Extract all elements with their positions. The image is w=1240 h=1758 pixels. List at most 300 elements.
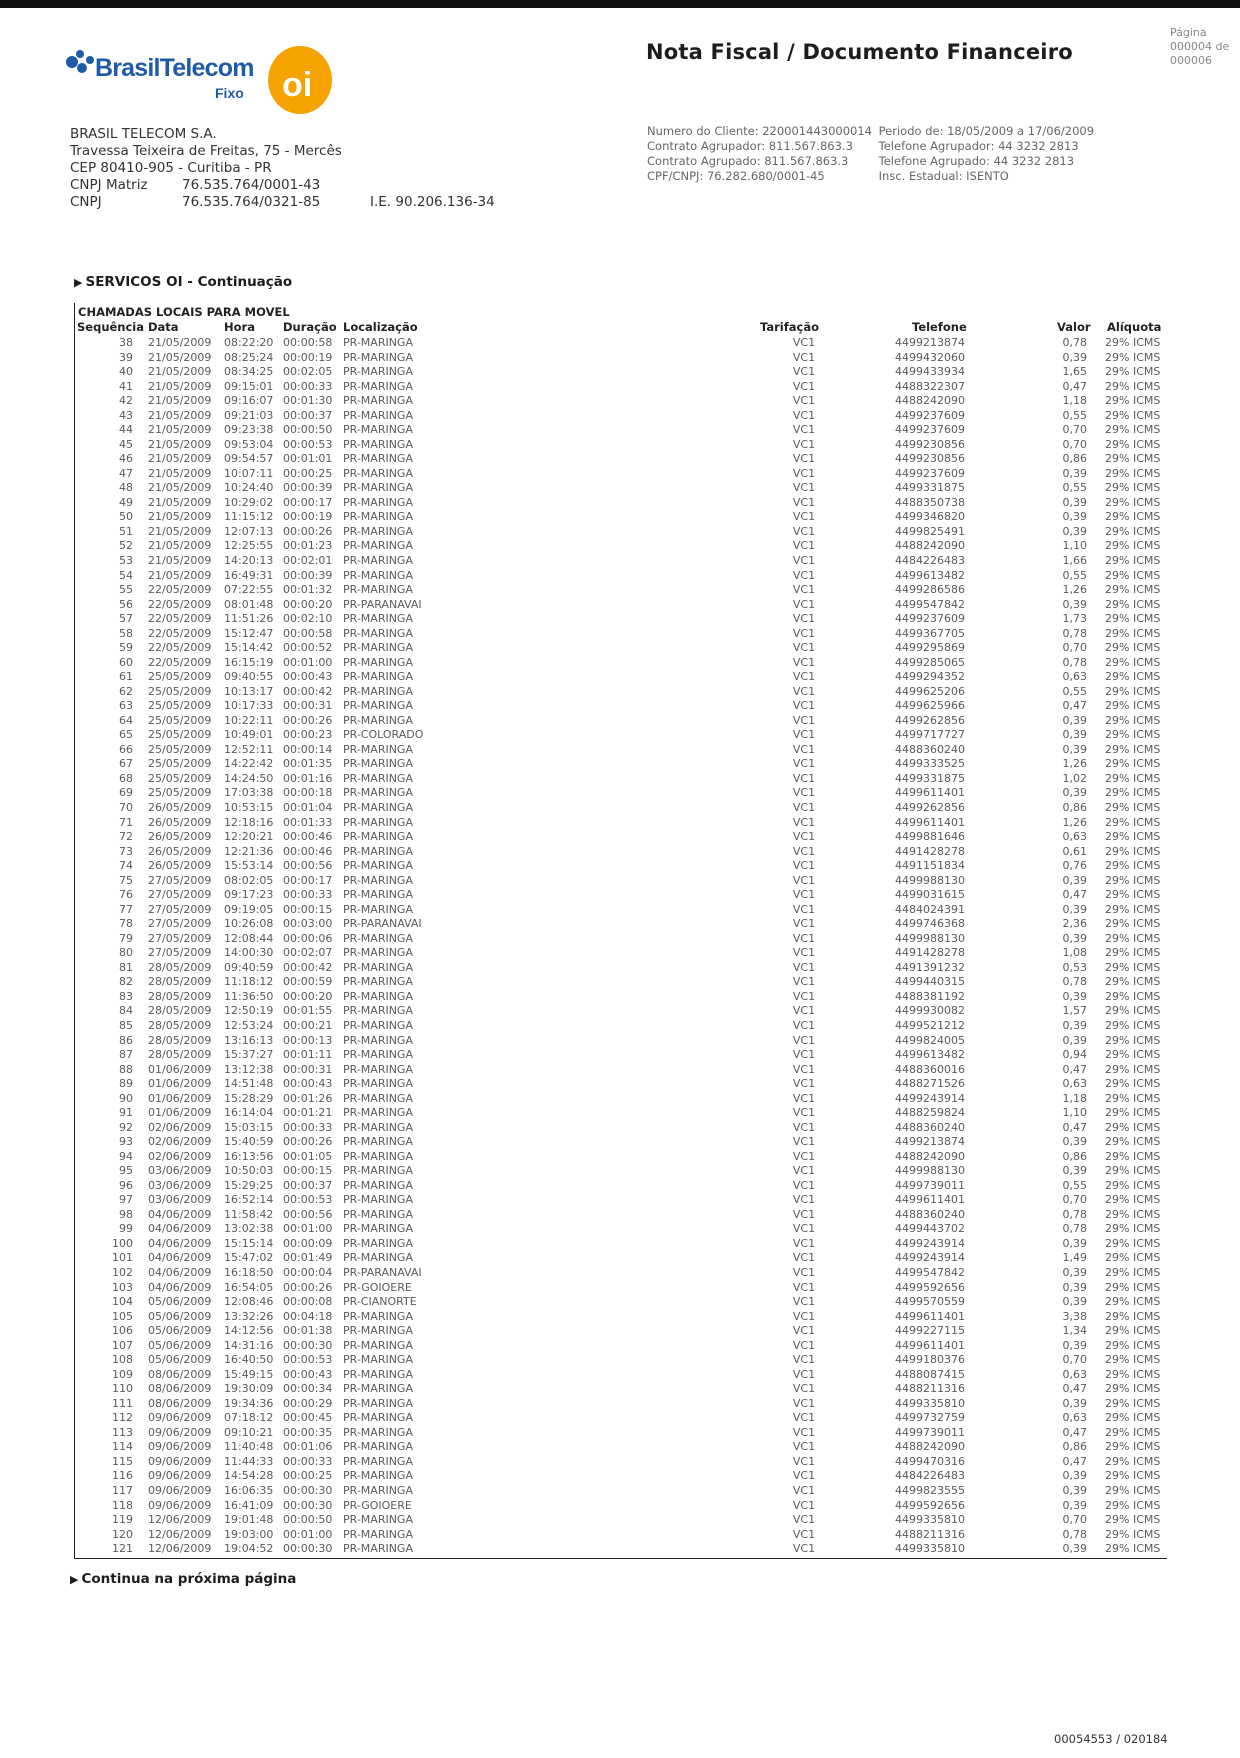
cell-valor: 0,63 xyxy=(1062,1411,1087,1425)
table-row xyxy=(0,496,1240,511)
cell-aliquota: 29% ICMS xyxy=(1105,452,1161,466)
continue-note-text: Continua na próxima página xyxy=(81,1571,297,1587)
cell-duracao: 00:00:43 xyxy=(283,1367,333,1381)
cell-hora: 10:24:40 xyxy=(224,481,274,495)
cell-date: 09/06/2009 xyxy=(148,1469,212,1483)
table-row xyxy=(0,351,1240,366)
cell-aliquota: 29% ICMS xyxy=(1105,612,1161,626)
table-row xyxy=(0,845,1240,860)
cell-date: 22/05/2009 xyxy=(148,597,212,611)
cell-hora: 12:08:44 xyxy=(224,931,274,945)
cell-localizacao: PR-MARINGA xyxy=(343,902,413,916)
brand-sub: Fixo xyxy=(215,85,244,101)
cell-valor: 0,39 xyxy=(1062,1033,1087,1047)
table-row xyxy=(0,975,1240,990)
cell-seq: 110 xyxy=(112,1382,133,1396)
cell-duracao: 00:00:21 xyxy=(283,1018,333,1032)
table-row xyxy=(0,365,1240,380)
cell-hora: 13:16:13 xyxy=(224,1033,274,1047)
table-header xyxy=(0,320,1240,335)
cell-date: 28/05/2009 xyxy=(148,989,212,1003)
table-row xyxy=(0,656,1240,671)
table-row xyxy=(0,452,1240,467)
cell-tarifacao: VC1 xyxy=(792,1207,816,1221)
cell-date: 09/06/2009 xyxy=(148,1425,212,1439)
cell-date: 04/06/2009 xyxy=(148,1280,212,1294)
cell-hora: 12:07:13 xyxy=(224,524,274,538)
cell-localizacao: PR-MARINGA xyxy=(343,1164,413,1178)
oi-logo-text: oi xyxy=(282,66,313,104)
cell-date: 01/06/2009 xyxy=(148,1077,212,1091)
table-row xyxy=(0,1193,1240,1208)
cell-seq: 116 xyxy=(112,1469,133,1483)
cell-duracao: 00:00:30 xyxy=(283,1338,333,1352)
cell-aliquota: 29% ICMS xyxy=(1105,1483,1161,1497)
table-row xyxy=(0,467,1240,482)
cell-localizacao: PR-MARINGA xyxy=(343,1178,413,1192)
cell-tarifacao: VC1 xyxy=(792,1280,816,1294)
cell-valor: 0,70 xyxy=(1062,1513,1087,1527)
cell-tarifacao: VC1 xyxy=(792,597,816,611)
table-row xyxy=(0,772,1240,787)
cell-localizacao: PR-MARINGA xyxy=(343,684,413,698)
table-row xyxy=(0,714,1240,729)
cell-date: 12/06/2009 xyxy=(148,1527,212,1541)
table-row xyxy=(0,554,1240,569)
cell-localizacao: PR-MARINGA xyxy=(343,626,413,640)
cell-aliquota: 29% ICMS xyxy=(1105,1425,1161,1439)
table-row xyxy=(0,1455,1240,1470)
cell-duracao: 00:01:04 xyxy=(283,801,333,814)
cell-seq: 105 xyxy=(112,1309,133,1323)
cell-localizacao: PR-MARINGA xyxy=(343,1004,413,1018)
cell-aliquota: 29% ICMS xyxy=(1105,1193,1161,1207)
cell-seq: 99 xyxy=(119,1222,133,1236)
cell-valor: 0,47 xyxy=(1062,1120,1087,1134)
cell-aliquota: 29% ICMS xyxy=(1105,481,1161,495)
cell-tarifacao: VC1 xyxy=(792,757,816,771)
cell-aliquota: 29% ICMS xyxy=(1105,524,1161,538)
cell-seq: 77 xyxy=(119,902,133,916)
cell-duracao: 00:00:26 xyxy=(283,524,333,538)
table-row xyxy=(0,1484,1240,1499)
cell-telefone: 4484226483 xyxy=(895,553,965,567)
cell-localizacao: PR-MARINGA xyxy=(343,742,413,756)
table-row xyxy=(0,990,1240,1005)
cell-localizacao: PR-MARINGA xyxy=(343,394,413,408)
col-header-aliquota: Alíquota xyxy=(1107,320,1162,334)
cell-tarifacao: VC1 xyxy=(792,408,816,422)
table-row xyxy=(0,481,1240,496)
cell-tarifacao: VC1 xyxy=(792,1295,816,1309)
cell-telefone: 4499611401 xyxy=(895,815,965,829)
cell-valor: 0,39 xyxy=(1062,350,1087,364)
table-row xyxy=(0,1077,1240,1092)
cell-seq: 117 xyxy=(112,1483,133,1497)
cell-seq: 72 xyxy=(119,830,133,844)
cell-duracao: 00:00:20 xyxy=(283,989,333,1003)
cell-date: 21/05/2009 xyxy=(148,365,212,379)
cell-date: 26/05/2009 xyxy=(148,801,212,814)
cell-seq: 97 xyxy=(119,1193,133,1207)
cell-aliquota: 29% ICMS xyxy=(1105,1382,1161,1396)
cell-localizacao: PR-MARINGA xyxy=(343,1091,413,1105)
cell-date: 22/05/2009 xyxy=(148,583,212,597)
cell-aliquota: 29% ICMS xyxy=(1105,1135,1161,1149)
cell-aliquota: 29% ICMS xyxy=(1105,713,1161,727)
cell-valor: 0,39 xyxy=(1062,1280,1087,1294)
cell-valor: 1,57 xyxy=(1062,1004,1087,1018)
cell-valor: 0,78 xyxy=(1062,1527,1087,1541)
cell-hora: 11:51:26 xyxy=(224,612,274,626)
cell-aliquota: 29% ICMS xyxy=(1105,1149,1161,1163)
cell-telefone: 4499547842 xyxy=(895,1266,965,1279)
cell-aliquota: 29% ICMS xyxy=(1105,423,1161,437)
cell-localizacao: PR-MARINGA xyxy=(343,830,413,844)
cell-localizacao: PR-MARINGA xyxy=(343,1454,413,1468)
cell-localizacao: PR-MARINGA xyxy=(343,1236,413,1250)
cell-valor: 0,86 xyxy=(1062,1149,1087,1163)
cell-seq: 63 xyxy=(119,699,133,713)
cell-localizacao: PR-MARINGA xyxy=(343,495,413,509)
table-row xyxy=(0,539,1240,554)
cell-hora: 15:29:25 xyxy=(224,1178,274,1192)
col-header-valor: Valor xyxy=(1057,320,1091,334)
continue-note xyxy=(70,1571,296,1587)
cell-valor: 0,70 xyxy=(1062,1353,1087,1367)
cell-localizacao: PR-MARINGA xyxy=(343,1048,413,1062)
cell-date: 09/06/2009 xyxy=(148,1411,212,1425)
cell-tarifacao: VC1 xyxy=(792,553,816,567)
cell-duracao: 00:00:25 xyxy=(283,466,333,480)
cell-date: 22/05/2009 xyxy=(148,612,212,626)
document-title: Nota Fiscal / Documento Financeiro xyxy=(646,40,1073,64)
cell-aliquota: 29% ICMS xyxy=(1105,1018,1161,1032)
cell-valor: 0,39 xyxy=(1062,742,1087,756)
cnpj-block xyxy=(70,177,342,211)
cell-localizacao: PR-MARINGA xyxy=(343,553,413,567)
cell-aliquota: 29% ICMS xyxy=(1105,699,1161,713)
table-row xyxy=(0,670,1240,685)
table-row xyxy=(0,394,1240,409)
table-row xyxy=(0,932,1240,947)
cell-hora: 11:18:12 xyxy=(224,975,274,989)
cell-duracao: 00:00:08 xyxy=(283,1295,333,1309)
cell-localizacao: PR-MARINGA xyxy=(343,583,413,597)
cell-valor: 1,08 xyxy=(1062,946,1087,960)
cell-aliquota: 29% ICMS xyxy=(1105,931,1161,945)
cell-localizacao: PR-MARINGA xyxy=(343,350,413,364)
table-row xyxy=(0,961,1240,976)
cell-date: 26/05/2009 xyxy=(148,844,212,858)
cell-telefone: 4499180376 xyxy=(895,1353,965,1367)
cell-hora: 14:22:42 xyxy=(224,757,274,771)
cell-seq: 38 xyxy=(119,336,133,349)
cell-seq: 46 xyxy=(119,452,133,466)
cell-localizacao: PR-GOIOERE xyxy=(343,1498,412,1512)
cell-tarifacao: VC1 xyxy=(792,539,816,553)
cell-valor: 0,55 xyxy=(1062,1178,1087,1192)
cell-seq: 84 xyxy=(119,1004,133,1018)
cell-date: 21/05/2009 xyxy=(148,437,212,451)
table-row xyxy=(0,1004,1240,1019)
cell-date: 02/06/2009 xyxy=(148,1135,212,1149)
cell-date: 04/06/2009 xyxy=(148,1236,212,1250)
cell-localizacao: PR-MARINGA xyxy=(343,699,413,713)
cell-seq: 86 xyxy=(119,1033,133,1047)
cell-seq: 90 xyxy=(119,1091,133,1105)
cell-hora: 09:53:04 xyxy=(224,437,274,451)
table-row xyxy=(0,1237,1240,1252)
cell-tarifacao: VC1 xyxy=(792,612,816,626)
cell-telefone: 4499031615 xyxy=(895,888,965,902)
cell-tarifacao: VC1 xyxy=(792,844,816,858)
cell-telefone: 4491428278 xyxy=(895,844,965,858)
cell-telefone: 4488322307 xyxy=(895,379,965,393)
cell-aliquota: 29% ICMS xyxy=(1105,1338,1161,1352)
cell-localizacao: PR-MARINGA xyxy=(343,975,413,989)
cell-telefone: 4488242090 xyxy=(895,394,965,408)
cell-duracao: 00:00:42 xyxy=(283,960,333,974)
cell-tarifacao: VC1 xyxy=(792,859,816,873)
cell-seq: 103 xyxy=(112,1280,133,1294)
cell-hora: 19:04:52 xyxy=(224,1542,274,1556)
cell-telefone: 4499237609 xyxy=(895,466,965,480)
cell-duracao: 00:00:33 xyxy=(283,379,333,393)
cell-telefone: 4499286586 xyxy=(895,583,965,597)
cell-seq: 75 xyxy=(119,873,133,887)
cell-duracao: 00:00:56 xyxy=(283,859,333,873)
cell-duracao: 00:01:00 xyxy=(283,1527,333,1541)
cell-valor: 0,39 xyxy=(1062,989,1087,1003)
cell-tarifacao: VC1 xyxy=(792,830,816,844)
cell-duracao: 00:00:59 xyxy=(283,975,333,989)
table-row xyxy=(0,598,1240,613)
cell-aliquota: 29% ICMS xyxy=(1105,408,1161,422)
cell-seq: 59 xyxy=(119,641,133,655)
cell-hora: 11:36:50 xyxy=(224,989,274,1003)
table-row xyxy=(0,1208,1240,1223)
cell-valor: 0,39 xyxy=(1062,1338,1087,1352)
cell-duracao: 00:00:33 xyxy=(283,888,333,902)
cell-telefone: 4488360240 xyxy=(895,1207,965,1221)
table-row xyxy=(0,830,1240,845)
cell-date: 25/05/2009 xyxy=(148,713,212,727)
cell-tarifacao: VC1 xyxy=(792,583,816,597)
cell-hora: 10:49:01 xyxy=(224,728,274,742)
cell-tarifacao: VC1 xyxy=(792,1309,816,1323)
cell-duracao: 00:01:16 xyxy=(283,771,333,785)
cell-seq: 113 xyxy=(112,1425,133,1439)
table-row xyxy=(0,1266,1240,1281)
cell-tarifacao: VC1 xyxy=(792,423,816,437)
cell-aliquota: 29% ICMS xyxy=(1105,1396,1161,1410)
cell-hora: 15:12:47 xyxy=(224,626,274,640)
cell-valor: 0,78 xyxy=(1062,1207,1087,1221)
cell-localizacao: PR-CIANORTE xyxy=(343,1295,417,1309)
cell-tarifacao: VC1 xyxy=(792,510,816,524)
document-number: 00054553 / 020184 xyxy=(1054,1732,1168,1746)
cell-seq: 49 xyxy=(119,495,133,509)
cell-date: 21/05/2009 xyxy=(148,466,212,480)
table-row xyxy=(0,641,1240,656)
cell-aliquota: 29% ICMS xyxy=(1105,684,1161,698)
cell-valor: 0,63 xyxy=(1062,670,1087,684)
cell-date: 25/05/2009 xyxy=(148,742,212,756)
cell-seq: 91 xyxy=(119,1106,133,1120)
cell-aliquota: 29% ICMS xyxy=(1105,830,1161,844)
cell-localizacao: PR-MARINGA xyxy=(343,786,413,800)
cell-hora: 10:53:15 xyxy=(224,801,274,814)
cell-telefone: 4499432060 xyxy=(895,350,965,364)
cell-date: 26/05/2009 xyxy=(148,830,212,844)
cell-duracao: 00:00:37 xyxy=(283,408,333,422)
cell-valor: 0,61 xyxy=(1062,844,1087,858)
table-row xyxy=(0,1469,1240,1484)
cell-valor: 0,76 xyxy=(1062,859,1087,873)
cell-seq: 39 xyxy=(119,350,133,364)
cell-localizacao: PR-PARANAVAI xyxy=(343,1266,422,1279)
cell-seq: 71 xyxy=(119,815,133,829)
table-row xyxy=(0,438,1240,453)
cell-valor: 0,78 xyxy=(1062,655,1087,669)
table-row xyxy=(0,1528,1240,1543)
cell-aliquota: 29% ICMS xyxy=(1105,1367,1161,1381)
cell-valor: 0,86 xyxy=(1062,1440,1087,1454)
cell-date: 09/06/2009 xyxy=(148,1440,212,1454)
cell-aliquota: 29% ICMS xyxy=(1105,844,1161,858)
cell-tarifacao: VC1 xyxy=(792,1454,816,1468)
col-header-seq: Sequência xyxy=(77,320,145,334)
table-row xyxy=(0,1092,1240,1107)
cell-aliquota: 29% ICMS xyxy=(1105,1469,1161,1483)
cell-localizacao: PR-MARINGA xyxy=(343,379,413,393)
cell-localizacao: PR-MARINGA xyxy=(343,510,413,524)
cell-tarifacao: VC1 xyxy=(792,1469,816,1483)
cell-localizacao: PR-MARINGA xyxy=(343,1353,413,1367)
cell-localizacao: PR-MARINGA xyxy=(343,466,413,480)
cnpj-label: CNPJ xyxy=(70,194,102,210)
cell-seq: 62 xyxy=(119,684,133,698)
cell-aliquota: 29% ICMS xyxy=(1105,1280,1161,1294)
cell-telefone: 4499592656 xyxy=(895,1498,965,1512)
cell-telefone: 4499988130 xyxy=(895,873,965,887)
cell-telefone: 4488360016 xyxy=(895,1062,965,1076)
cell-seq: 89 xyxy=(119,1077,133,1091)
cell-duracao: 00:00:20 xyxy=(283,597,333,611)
cell-telefone: 4499331875 xyxy=(895,771,965,785)
cell-aliquota: 29% ICMS xyxy=(1105,1440,1161,1454)
cell-localizacao: PR-MARINGA xyxy=(343,612,413,626)
cell-duracao: 00:00:04 xyxy=(283,1266,333,1279)
cell-hora: 16:18:50 xyxy=(224,1266,274,1279)
cell-date: 21/05/2009 xyxy=(148,408,212,422)
table-row xyxy=(0,583,1240,598)
cell-localizacao: PR-MARINGA xyxy=(343,873,413,887)
table-row xyxy=(0,1251,1240,1266)
insc-estadual: Insc. Estadual: ISENTO xyxy=(878,169,1009,183)
cell-hora: 10:50:03 xyxy=(224,1164,274,1178)
cell-seq: 85 xyxy=(119,1018,133,1032)
cell-localizacao: PR-MARINGA xyxy=(343,365,413,379)
table-row xyxy=(0,380,1240,395)
cell-seq: 41 xyxy=(119,379,133,393)
cell-date: 04/06/2009 xyxy=(148,1222,212,1236)
brand-name: BrasilTelecom xyxy=(95,54,254,82)
cell-duracao: 00:00:15 xyxy=(283,902,333,916)
cell-seq: 80 xyxy=(119,946,133,960)
table-row xyxy=(0,786,1240,801)
cell-valor: 0,39 xyxy=(1062,873,1087,887)
cell-date: 21/05/2009 xyxy=(148,379,212,393)
cell-localizacao: PR-MARINGA xyxy=(343,1193,413,1207)
cell-duracao: 00:01:23 xyxy=(283,539,333,553)
cell-telefone: 4499881646 xyxy=(895,830,965,844)
cell-valor: 0,39 xyxy=(1062,728,1087,742)
cell-duracao: 00:01:30 xyxy=(283,394,333,408)
cell-date: 12/06/2009 xyxy=(148,1542,212,1556)
cell-seq: 40 xyxy=(119,365,133,379)
cell-hora: 10:22:11 xyxy=(224,713,274,727)
cell-aliquota: 29% ICMS xyxy=(1105,1527,1161,1541)
cell-date: 08/06/2009 xyxy=(148,1396,212,1410)
cell-hora: 12:25:55 xyxy=(224,539,274,553)
cell-seq: 76 xyxy=(119,888,133,902)
cell-aliquota: 29% ICMS xyxy=(1105,815,1161,829)
cell-aliquota: 29% ICMS xyxy=(1105,1411,1161,1425)
cell-telefone: 4499367705 xyxy=(895,626,965,640)
cell-telefone: 4484226483 xyxy=(895,1469,965,1483)
cell-telefone: 4499611401 xyxy=(895,1338,965,1352)
cell-duracao: 00:01:11 xyxy=(283,1048,333,1062)
cell-duracao: 00:00:19 xyxy=(283,510,333,524)
cell-tarifacao: VC1 xyxy=(792,771,816,785)
cell-duracao: 00:02:05 xyxy=(283,365,333,379)
cell-aliquota: 29% ICMS xyxy=(1105,1062,1161,1076)
cell-duracao: 00:00:39 xyxy=(283,568,333,582)
cell-aliquota: 29% ICMS xyxy=(1105,626,1161,640)
cell-tarifacao: VC1 xyxy=(792,975,816,989)
cell-aliquota: 29% ICMS xyxy=(1105,336,1161,349)
cell-localizacao: PR-MARINGA xyxy=(343,452,413,466)
table-row xyxy=(0,903,1240,918)
section-title xyxy=(74,274,292,290)
cell-tarifacao: VC1 xyxy=(792,801,816,814)
cell-tarifacao: VC1 xyxy=(792,670,816,684)
cell-duracao: 00:00:53 xyxy=(283,1353,333,1367)
brasil-telecom-oi-logo xyxy=(60,44,360,116)
cell-telefone: 4499285065 xyxy=(895,655,965,669)
cell-aliquota: 29% ICMS xyxy=(1105,786,1161,800)
cell-hora: 12:52:11 xyxy=(224,742,274,756)
cell-aliquota: 29% ICMS xyxy=(1105,597,1161,611)
cell-telefone: 4499243914 xyxy=(895,1236,965,1250)
cell-hora: 12:08:46 xyxy=(224,1295,274,1309)
cell-hora: 15:49:15 xyxy=(224,1367,274,1381)
table-row xyxy=(0,801,1240,816)
cell-localizacao: PR-MARINGA xyxy=(343,1411,413,1425)
cell-localizacao: PR-MARINGA xyxy=(343,423,413,437)
top-border xyxy=(0,0,1240,8)
cell-hora: 16:14:04 xyxy=(224,1106,274,1120)
cell-duracao: 00:01:35 xyxy=(283,757,333,771)
cell-aliquota: 29% ICMS xyxy=(1105,960,1161,974)
cell-duracao: 00:01:32 xyxy=(283,583,333,597)
contract-agrupador: Contrato Agrupador: 811.567.863.3 xyxy=(647,139,853,153)
cell-telefone: 4499825491 xyxy=(895,524,965,538)
cell-telefone: 4488271526 xyxy=(895,1077,965,1091)
cell-localizacao: PR-PARANAVAI xyxy=(343,597,422,611)
